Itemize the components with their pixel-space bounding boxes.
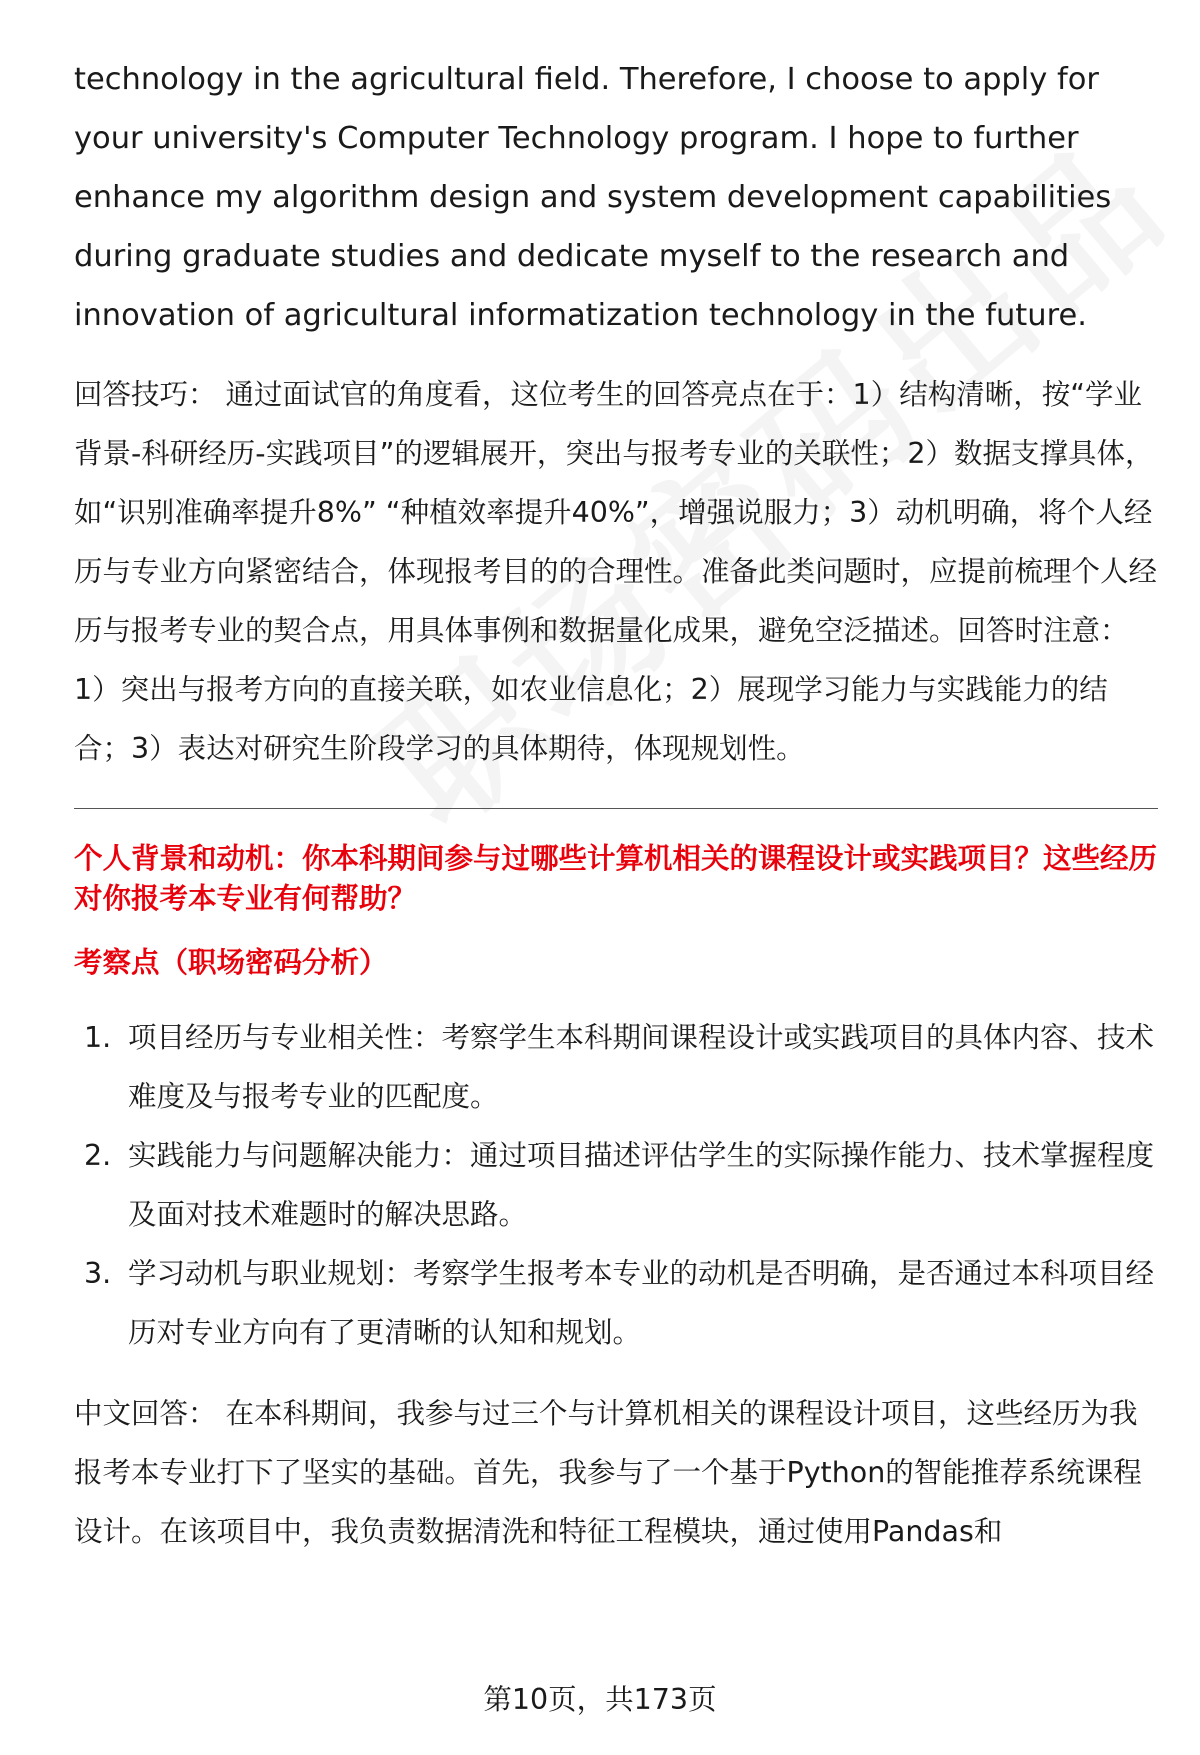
list-item-number: 3. xyxy=(84,1257,112,1290)
question-heading: 个人背景和动机：你本科期间参与过哪些计算机相关的课程设计或实践项目？这些经历对你报考本专业有何帮助？ xyxy=(74,842,1158,915)
list-item xyxy=(74,1008,1160,1126)
list-item-number: 2. xyxy=(84,1139,112,1172)
english-answer-paragraph: technology in the agricultural field. Therefore, I choose to apply for your university's Computer Technology program. I hope to further enhance my algorithm design and system development capabilities during graduate studies and dedicate myself to the research and innovation of agricultural informatization technology in the future. xyxy=(74,62,1112,333)
list-item xyxy=(74,1244,1160,1362)
chinese-answer-paragraph: 中文回答： 在本科期间，我参与过三个与计算机相关的课程设计项目，这些经历为我报考本专业打下了坚实的基础。首先，我参与了一个基于Python的智能推荐系统课程设计。在该项目中，我负责数据清洗和特征工程模块，通过使用Pandas和 xyxy=(74,1397,1142,1548)
analysis-points-list xyxy=(74,1008,1160,1362)
list-item-text: 项目经历与专业相关性：考察学生本科期间课程设计或实践项目的具体内容、技术难度及与报考专业的匹配度。 xyxy=(128,1021,1155,1113)
list-item-number: 1. xyxy=(84,1021,112,1054)
section-divider xyxy=(74,808,1158,809)
analysis-heading: 考察点（职场密码分析） xyxy=(74,946,388,979)
list-item-text: 学习动机与职业规划：考察学生报考本专业的动机是否明确，是否通过本科项目经历对专业方向有了更清晰的认知和规划。 xyxy=(128,1257,1155,1349)
answer-tips-paragraph: 回答技巧： 通过面试官的角度看，这位考生的回答亮点在于：1）结构清晰，按“学业背景-科研经历-实践项目”的逻辑展开，突出与报考专业的关联性；2）数据支撑具体，如“识别准确率提升8%” “种植效率提升40%”，增强说服力；3）动机明确，将个人经历与专业方向紧密结合，体现报考目的的合理性。准备此类问题时，应提前梳理个人经历与报考专业的契合点，用具体事例和数据量化成果，避免空泛描述。回答时注意：1）突出与报考方向的直接关联，如农业信息化；2）展现学习能力与实践能力的结合；3）表达对研究生阶段学习的具体期待，体现规划性。 xyxy=(74,378,1158,765)
document-page xyxy=(74,50,1160,1561)
list-item-text: 实践能力与问题解决能力：通过项目描述评估学生的实际操作能力、技术掌握程度及面对技术难题时的解决思路。 xyxy=(128,1139,1155,1231)
list-item xyxy=(74,1126,1160,1244)
page-number-footer: 第10页，共173页 xyxy=(483,1683,717,1716)
